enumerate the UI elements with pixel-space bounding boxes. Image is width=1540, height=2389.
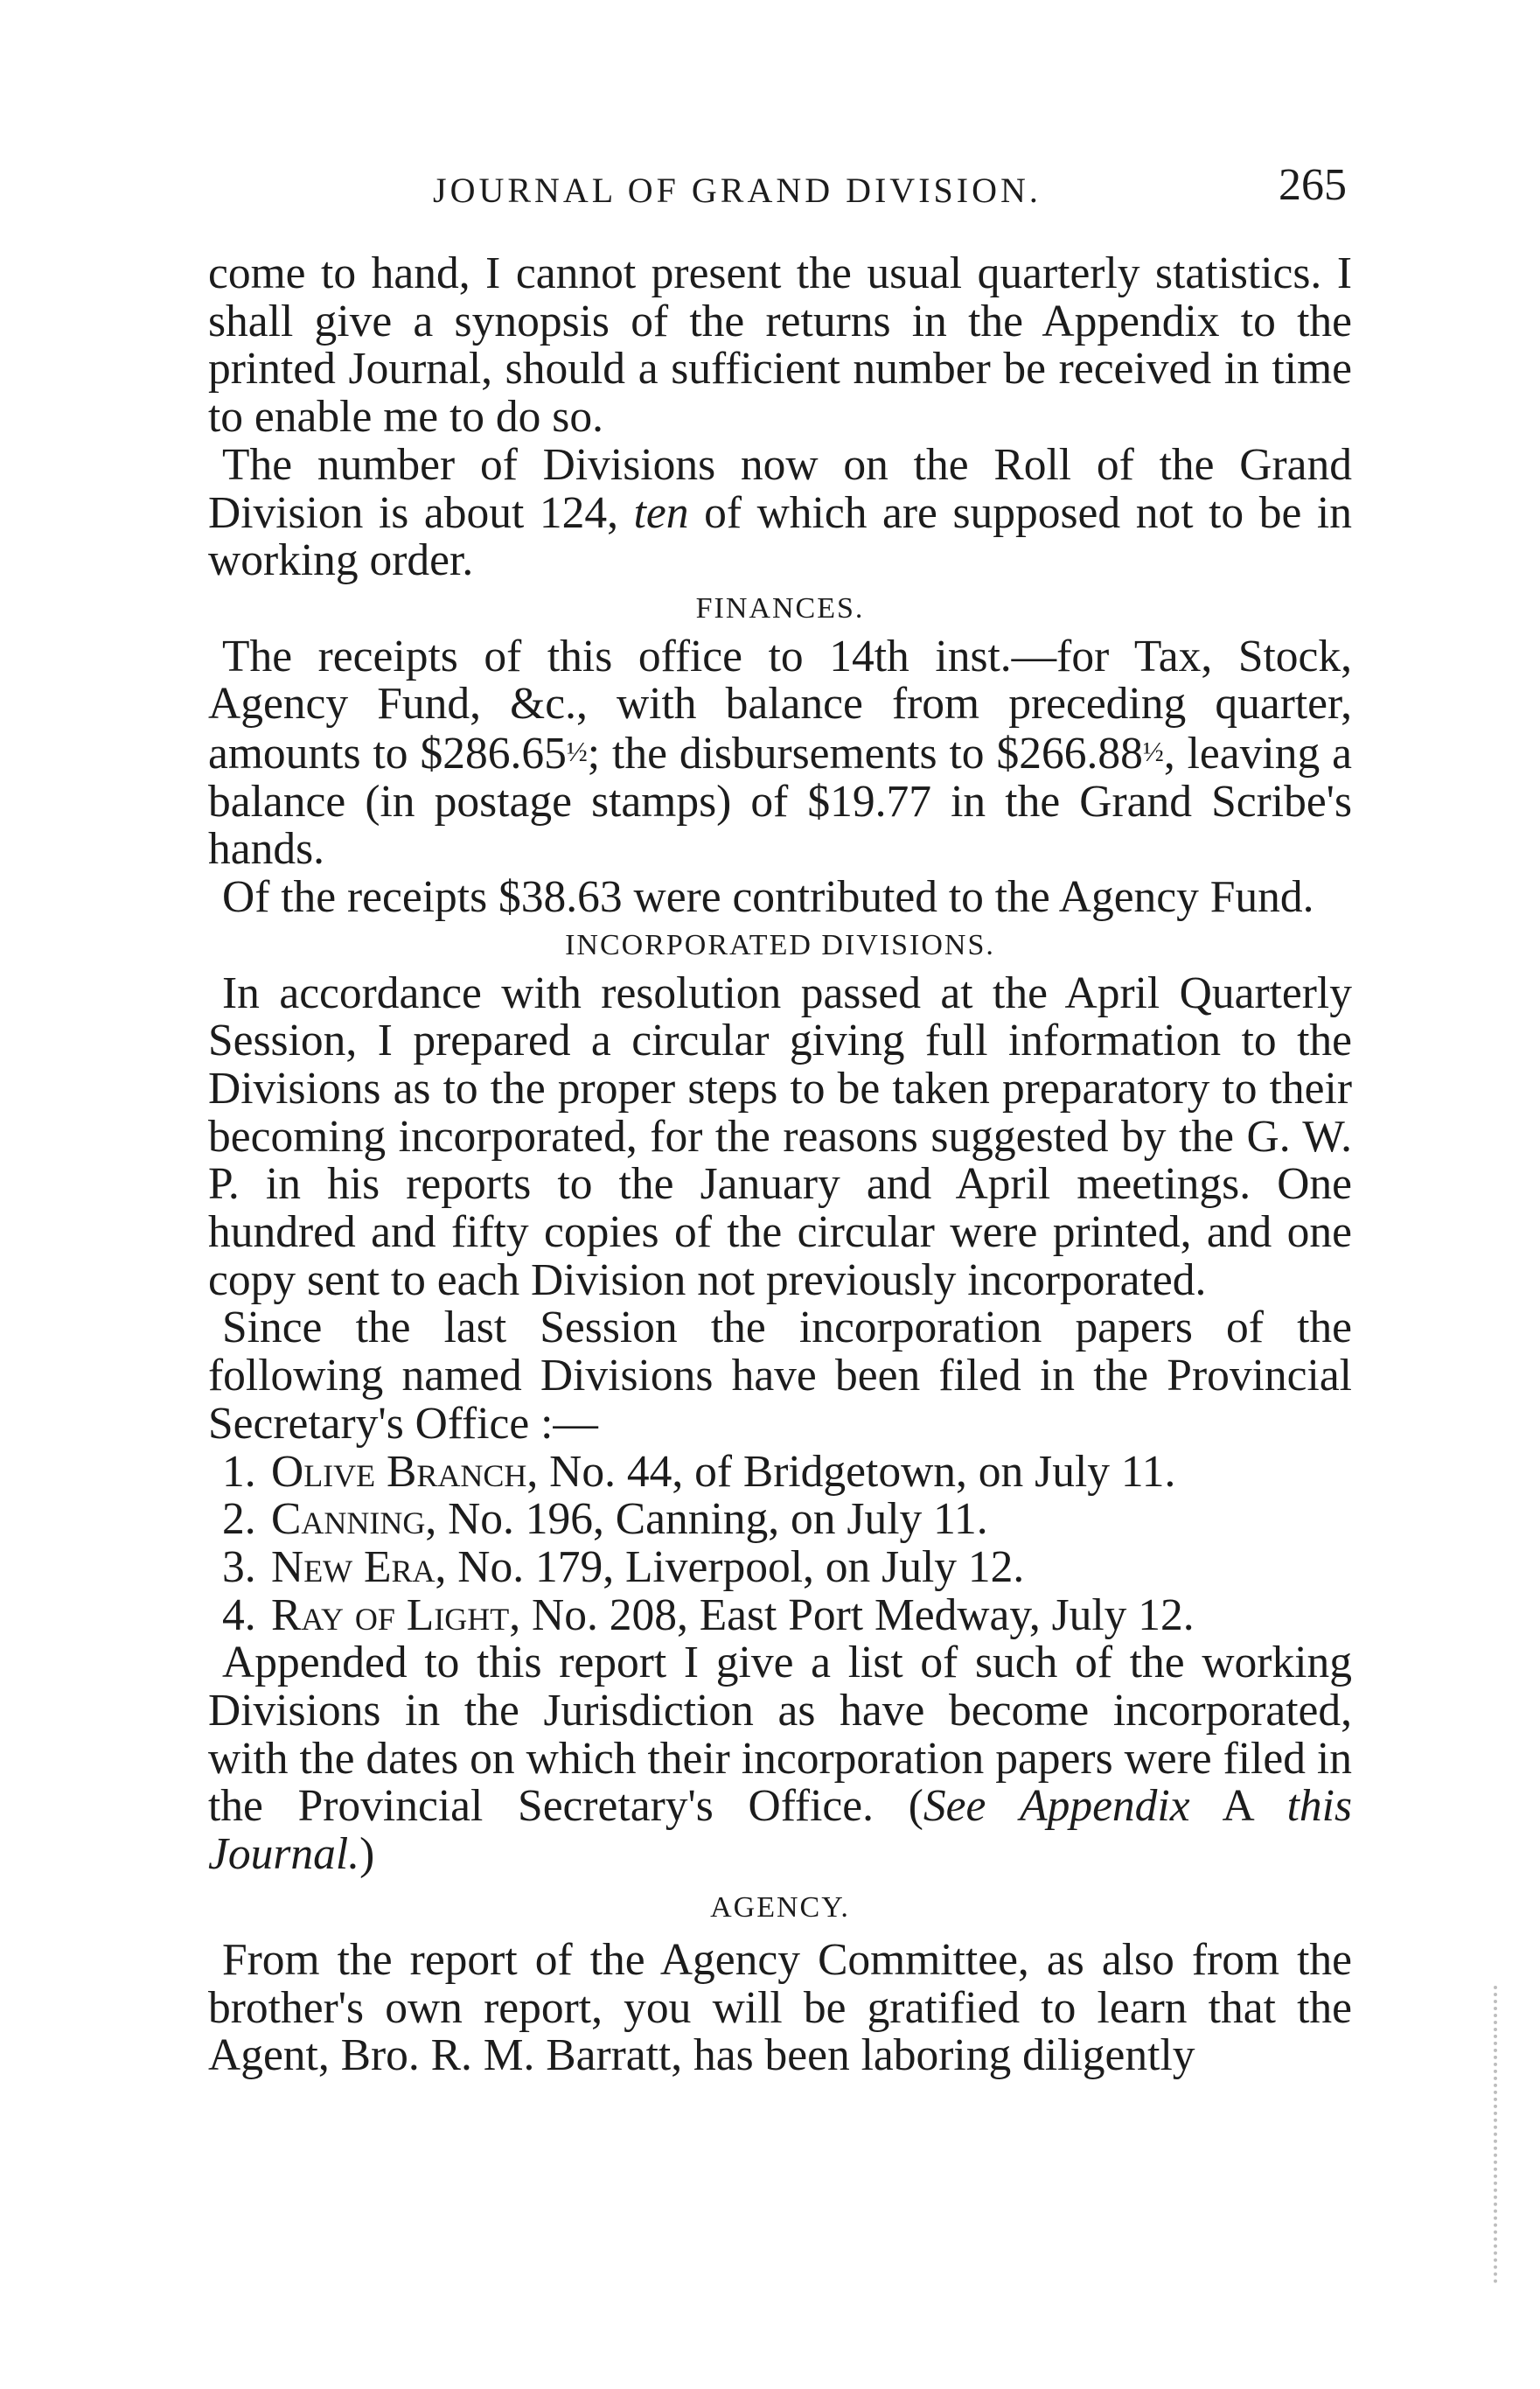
division-name: Olive Branch	[271, 1446, 527, 1497]
running-title: JOURNAL OF GRAND DIVISION.	[433, 171, 1042, 210]
division-count-text-end: of which are supposed not to be in working order.	[208, 487, 1352, 586]
list-number: 2.	[222, 1494, 256, 1545]
list-number: 1.	[222, 1446, 256, 1497]
scan-edge-marks	[1494, 1986, 1515, 2283]
division-count-text: The number of Divisions now on the Roll of the Grand Division is about 124,	[208, 439, 1352, 538]
paragraph-agency-report: From the report of the Agency Committee, as also from the brother's own report, you will be gratified to learn that the Agent, Bro. R. M. Barratt, has been laboring diligently	[208, 1934, 1352, 2081]
paragraph-receipts	[208, 633, 1352, 874]
appendix-letter: A	[1189, 1781, 1287, 1832]
division-name: New Era	[271, 1541, 436, 1592]
appendix-ref: See Appendix	[923, 1781, 1190, 1832]
paragraph-statistics: come to hand, I cannot present the usual quarterly statistics. I shall give a synopsis of the returns in the Appendix to the printed Journal, should a sufficient number be received in time to enable me to do so.	[208, 248, 1352, 443]
disbursements-text: ; the disbursements to $266.88	[587, 729, 1143, 779]
division-list	[208, 1446, 1352, 1640]
paragraph-filed-divisions: Since the last Session the incorporation papers of the following named Divisions have been filed in the Provincial Secretary's Office :—	[208, 1303, 1352, 1449]
heading-agency: AGENCY.	[710, 1890, 850, 1924]
appendix-close: )	[359, 1829, 375, 1880]
balance-text: , leaving a balance (in postage stamps) of $19.77 in the Grand Scribe's hands.	[208, 729, 1352, 875]
division-count-emphasis: ten	[633, 487, 689, 538]
list-number: 3.	[222, 1541, 256, 1592]
list-number: 4.	[222, 1589, 256, 1640]
paragraph-circular: In accordance with resolution passed at the April Quarterly Session, I prepared a circular giving full information to the Divisions as to the proper steps to be taken preparatory to their becoming incorporated, for the reasons suggested by the G. W. P. in his reports to the January and April meetings. One hundred and fifty copies of the circular were printed, and one copy sent to each Division not previously incorporated.	[208, 967, 1352, 1305]
division-name: Canning	[271, 1494, 426, 1545]
receipts-fraction: ½	[566, 737, 588, 768]
list-item	[208, 1541, 1352, 1592]
text-body	[208, 250, 1352, 2080]
division-name: Ray of Light	[271, 1589, 510, 1640]
heading-finances: FINANCES.	[695, 591, 865, 625]
list-item	[208, 1589, 1352, 1640]
journal-ref: this Journal.	[208, 1781, 1352, 1880]
list-item	[208, 1496, 1352, 1544]
page-number: 265	[1279, 160, 1347, 210]
running-head	[210, 159, 1347, 220]
paragraph-agency-fund: Of the receipts $38.63 were contributed to the Agency Fund.	[222, 872, 1314, 923]
appendix-text: Appended to this report I give a list of such of the working Divisions in the Jurisdiction as have become incorporated, with the dates on which their incorporation papers were filed in the Provincial Secretary's Office. (	[208, 1638, 1352, 1832]
division-details: , No. 179, Liverpool, on July 12.	[435, 1541, 1025, 1592]
division-details: , No. 44, of Bridgetown, on July 11.	[526, 1446, 1176, 1497]
paragraph-division-count	[208, 439, 1352, 586]
disbursements-fraction: ½	[1142, 737, 1164, 768]
division-details: , No. 208, East Port Medway, July 12.	[509, 1589, 1195, 1640]
receipts-text: The receipts of this office to 14th inst.—for Tax, Stock, Agency Fund, &c., with balance from preceding quarter, amounts to $286.65	[208, 631, 1352, 779]
paragraph-appendix-note	[208, 1639, 1352, 1879]
list-item	[208, 1446, 1352, 1497]
heading-incorporated-divisions: INCORPORATED DIVISIONS.	[565, 928, 995, 961]
division-details: , No. 196, Canning, on July 11.	[425, 1494, 988, 1545]
